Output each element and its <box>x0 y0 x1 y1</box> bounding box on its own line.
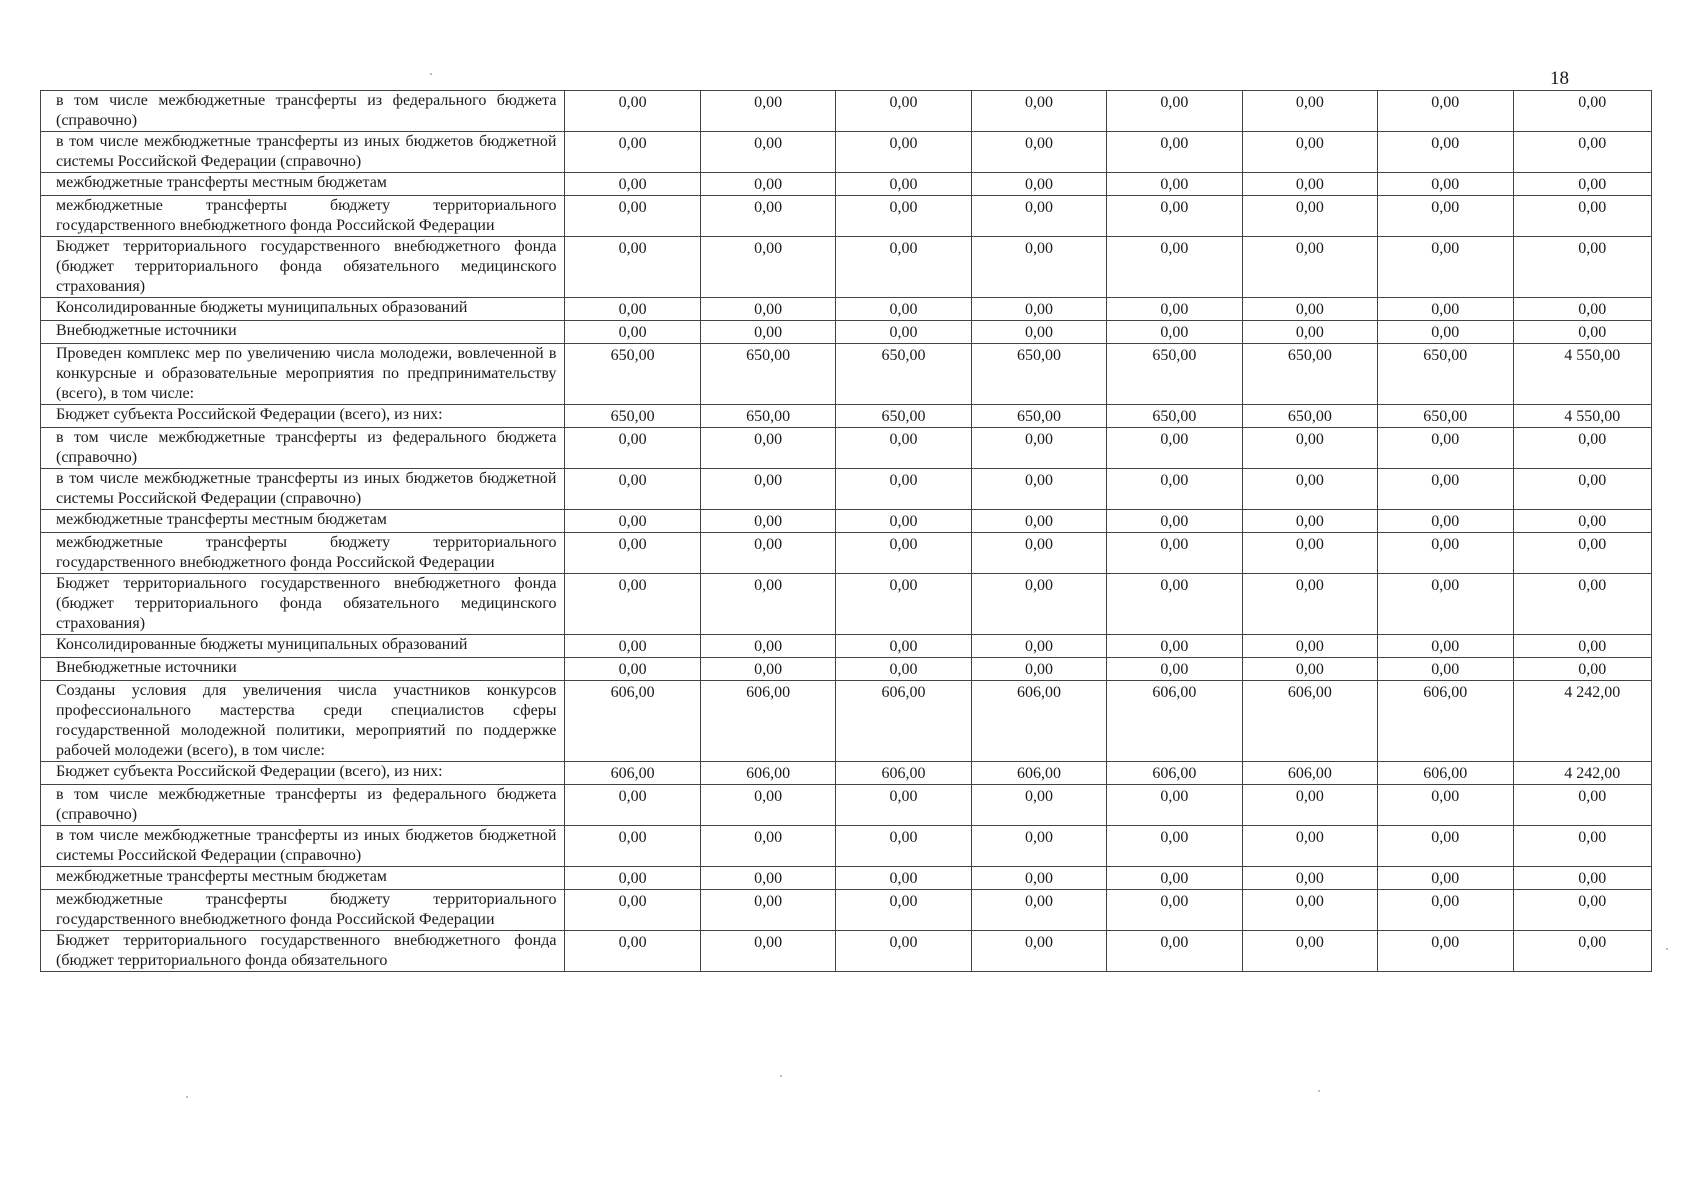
row-year-value: 0,00 <box>565 785 700 826</box>
row-year-value: 650,00 <box>700 344 835 405</box>
table-row <box>41 826 1652 867</box>
table-row <box>41 237 1652 298</box>
row-year-value: 0,00 <box>836 196 971 237</box>
row-year-value: 0,00 <box>1107 321 1242 344</box>
row-year-value: 0,00 <box>700 298 835 321</box>
row-year-value: 0,00 <box>565 298 700 321</box>
table-row <box>41 510 1652 533</box>
row-year-value: 0,00 <box>836 428 971 469</box>
row-year-value: 0,00 <box>565 428 700 469</box>
row-year-value: 0,00 <box>1242 469 1377 510</box>
row-label: в том числе межбюджетные трансферты из федерального бюджета (справочно) <box>41 428 565 469</box>
row-year-value: 0,00 <box>1378 321 1513 344</box>
row-year-value: 0,00 <box>700 635 835 658</box>
row-label: межбюджетные трансферты местным бюджетам <box>41 867 565 890</box>
row-total-value: 0,00 <box>1513 173 1652 196</box>
row-year-value: 0,00 <box>1107 469 1242 510</box>
row-year-value: 0,00 <box>836 635 971 658</box>
row-total-value: 0,00 <box>1513 658 1652 681</box>
row-year-value: 0,00 <box>565 321 700 344</box>
row-total-value: 0,00 <box>1513 132 1652 173</box>
table-row <box>41 762 1652 785</box>
scan-speck <box>186 1096 188 1098</box>
row-year-value: 0,00 <box>1242 533 1377 574</box>
table-row <box>41 635 1652 658</box>
row-year-value: 0,00 <box>1378 91 1513 132</box>
row-year-value: 606,00 <box>1242 681 1377 762</box>
row-year-value: 0,00 <box>700 196 835 237</box>
row-year-value: 0,00 <box>1378 298 1513 321</box>
scan-speck <box>780 1075 782 1077</box>
row-year-value: 0,00 <box>836 469 971 510</box>
row-label: в том числе межбюджетные трансферты из иных бюджетов бюджетной системы Российской Федерации (справочно) <box>41 132 565 173</box>
row-year-value: 0,00 <box>1242 867 1377 890</box>
row-label: межбюджетные трансферты бюджету территориального государственного внебюджетного фонда Российской Федерации <box>41 890 565 931</box>
row-year-value: 0,00 <box>1107 196 1242 237</box>
row-total-value: 0,00 <box>1513 428 1652 469</box>
row-total-value: 0,00 <box>1513 890 1652 931</box>
row-year-value: 0,00 <box>700 890 835 931</box>
row-year-value: 0,00 <box>700 321 835 344</box>
row-year-value: 0,00 <box>700 826 835 867</box>
row-year-value: 606,00 <box>1378 762 1513 785</box>
row-year-value: 0,00 <box>836 321 971 344</box>
row-label: межбюджетные трансферты местным бюджетам <box>41 173 565 196</box>
row-year-value: 0,00 <box>565 132 700 173</box>
row-label: межбюджетные трансферты бюджету территориального государственного внебюджетного фонда Российской Федерации <box>41 533 565 574</box>
row-year-value: 0,00 <box>1107 428 1242 469</box>
row-year-value: 0,00 <box>1378 574 1513 635</box>
row-total-value: 0,00 <box>1513 931 1652 972</box>
row-year-value: 0,00 <box>1242 890 1377 931</box>
scan-speck <box>1666 948 1668 950</box>
budget-table <box>40 90 1652 972</box>
table-row <box>41 321 1652 344</box>
row-year-value: 0,00 <box>971 931 1106 972</box>
row-year-value: 0,00 <box>971 867 1106 890</box>
row-year-value: 0,00 <box>565 237 700 298</box>
row-year-value: 0,00 <box>565 510 700 533</box>
row-year-value: 0,00 <box>971 533 1106 574</box>
row-year-value: 0,00 <box>1242 510 1377 533</box>
table-row <box>41 91 1652 132</box>
row-year-value: 0,00 <box>700 91 835 132</box>
row-year-value: 650,00 <box>1242 344 1377 405</box>
row-total-value: 4 550,00 <box>1513 344 1652 405</box>
row-year-value: 650,00 <box>971 405 1106 428</box>
table-row <box>41 533 1652 574</box>
row-label: межбюджетные трансферты бюджету территориального государственного внебюджетного фонда Российской Федерации <box>41 196 565 237</box>
row-total-value: 0,00 <box>1513 826 1652 867</box>
row-year-value: 650,00 <box>565 344 700 405</box>
scan-speck <box>1318 1090 1320 1092</box>
row-year-value: 0,00 <box>1107 867 1242 890</box>
row-year-value: 0,00 <box>565 533 700 574</box>
row-year-value: 0,00 <box>700 867 835 890</box>
row-year-value: 0,00 <box>1242 132 1377 173</box>
row-label: в том числе межбюджетные трансферты из федерального бюджета (справочно) <box>41 785 565 826</box>
row-year-value: 650,00 <box>1242 405 1377 428</box>
row-total-value: 4 550,00 <box>1513 405 1652 428</box>
row-year-value: 0,00 <box>971 635 1106 658</box>
row-year-value: 0,00 <box>565 867 700 890</box>
row-year-value: 0,00 <box>1107 785 1242 826</box>
row-year-value: 0,00 <box>971 428 1106 469</box>
row-year-value: 0,00 <box>1378 635 1513 658</box>
row-year-value: 0,00 <box>971 173 1106 196</box>
row-year-value: 0,00 <box>1107 510 1242 533</box>
row-year-value: 0,00 <box>565 196 700 237</box>
row-year-value: 0,00 <box>1107 237 1242 298</box>
row-year-value: 0,00 <box>1378 533 1513 574</box>
table-row <box>41 785 1652 826</box>
row-year-value: 0,00 <box>1242 173 1377 196</box>
row-year-value: 0,00 <box>700 574 835 635</box>
row-total-value: 4 242,00 <box>1513 681 1652 762</box>
row-year-value: 650,00 <box>1378 344 1513 405</box>
row-year-value: 0,00 <box>1378 510 1513 533</box>
row-year-value: 0,00 <box>836 237 971 298</box>
row-year-value: 0,00 <box>1378 826 1513 867</box>
row-total-value: 0,00 <box>1513 469 1652 510</box>
row-year-value: 0,00 <box>836 533 971 574</box>
row-year-value: 0,00 <box>1378 867 1513 890</box>
row-year-value: 0,00 <box>1107 890 1242 931</box>
row-label: Консолидированные бюджеты муниципальных образований <box>41 635 565 658</box>
row-total-value: 0,00 <box>1513 510 1652 533</box>
row-year-value: 0,00 <box>836 91 971 132</box>
row-year-value: 0,00 <box>1242 658 1377 681</box>
row-year-value: 0,00 <box>1242 635 1377 658</box>
table-row <box>41 405 1652 428</box>
row-total-value: 0,00 <box>1513 574 1652 635</box>
row-label: в том числе межбюджетные трансферты из иных бюджетов бюджетной системы Российской Федерации (справочно) <box>41 826 565 867</box>
table-row <box>41 196 1652 237</box>
table-row <box>41 574 1652 635</box>
row-year-value: 0,00 <box>565 635 700 658</box>
row-year-value: 0,00 <box>971 321 1106 344</box>
row-label: Бюджет субъекта Российской Федерации (всего), из них: <box>41 762 565 785</box>
row-year-value: 0,00 <box>565 890 700 931</box>
row-year-value: 0,00 <box>836 574 971 635</box>
row-year-value: 0,00 <box>836 867 971 890</box>
row-year-value: 0,00 <box>971 91 1106 132</box>
row-total-value: 0,00 <box>1513 237 1652 298</box>
page-number: 18 <box>1550 68 1569 89</box>
row-year-value: 0,00 <box>1378 890 1513 931</box>
table-body <box>41 91 1652 972</box>
row-year-value: 0,00 <box>1242 321 1377 344</box>
row-total-value: 0,00 <box>1513 321 1652 344</box>
row-year-value: 0,00 <box>971 658 1106 681</box>
row-year-value: 0,00 <box>1242 237 1377 298</box>
row-total-value: 0,00 <box>1513 533 1652 574</box>
row-year-value: 650,00 <box>836 405 971 428</box>
table-row <box>41 890 1652 931</box>
row-year-value: 0,00 <box>1378 428 1513 469</box>
row-year-value: 0,00 <box>836 298 971 321</box>
row-year-value: 0,00 <box>700 469 835 510</box>
row-year-value: 650,00 <box>1107 405 1242 428</box>
row-year-value: 0,00 <box>1242 428 1377 469</box>
row-year-value: 0,00 <box>1107 574 1242 635</box>
table-row <box>41 931 1652 972</box>
row-total-value: 0,00 <box>1513 298 1652 321</box>
row-year-value: 0,00 <box>1378 173 1513 196</box>
row-label: Бюджет территориального государственного внебюджетного фонда (бюджет территориального фонда обязательного медицинского страхования) <box>41 574 565 635</box>
row-label: Бюджет территориального государственного внебюджетного фонда (бюджет территориального фонда обязательного медицинского страхования) <box>41 237 565 298</box>
row-label: Бюджет субъекта Российской Федерации (всего), из них: <box>41 405 565 428</box>
row-year-value: 0,00 <box>1107 635 1242 658</box>
row-year-value: 606,00 <box>1242 762 1377 785</box>
row-year-value: 606,00 <box>836 681 971 762</box>
row-year-value: 0,00 <box>700 428 835 469</box>
row-year-value: 0,00 <box>565 469 700 510</box>
row-year-value: 0,00 <box>971 574 1106 635</box>
row-year-value: 0,00 <box>836 785 971 826</box>
row-year-value: 0,00 <box>565 173 700 196</box>
row-year-value: 0,00 <box>1107 826 1242 867</box>
row-year-value: 0,00 <box>1107 298 1242 321</box>
table-row <box>41 658 1652 681</box>
row-year-value: 0,00 <box>971 237 1106 298</box>
row-year-value: 0,00 <box>565 91 700 132</box>
row-year-value: 0,00 <box>836 510 971 533</box>
row-year-value: 0,00 <box>836 931 971 972</box>
row-year-value: 606,00 <box>1107 681 1242 762</box>
row-year-value: 0,00 <box>971 510 1106 533</box>
row-label: Внебюджетные источники <box>41 658 565 681</box>
row-year-value: 0,00 <box>565 658 700 681</box>
row-total-value: 0,00 <box>1513 785 1652 826</box>
row-year-value: 0,00 <box>971 298 1106 321</box>
row-label: Внебюджетные источники <box>41 321 565 344</box>
row-year-value: 0,00 <box>1107 931 1242 972</box>
row-year-value: 650,00 <box>836 344 971 405</box>
row-year-value: 0,00 <box>565 574 700 635</box>
row-label: Консолидированные бюджеты муниципальных образований <box>41 298 565 321</box>
table-row <box>41 298 1652 321</box>
row-year-value: 0,00 <box>1242 298 1377 321</box>
row-year-value: 0,00 <box>700 132 835 173</box>
row-year-value: 0,00 <box>1378 785 1513 826</box>
row-year-value: 650,00 <box>565 405 700 428</box>
row-year-value: 0,00 <box>836 658 971 681</box>
row-year-value: 0,00 <box>700 931 835 972</box>
row-year-value: 606,00 <box>971 681 1106 762</box>
row-year-value: 0,00 <box>1107 173 1242 196</box>
scan-speck <box>430 73 432 75</box>
row-total-value: 0,00 <box>1513 91 1652 132</box>
row-year-value: 0,00 <box>565 826 700 867</box>
row-year-value: 606,00 <box>836 762 971 785</box>
table-row <box>41 173 1652 196</box>
table-row <box>41 428 1652 469</box>
row-year-value: 0,00 <box>700 533 835 574</box>
row-year-value: 0,00 <box>1107 533 1242 574</box>
row-year-value: 0,00 <box>700 658 835 681</box>
row-year-value: 606,00 <box>1378 681 1513 762</box>
row-label: Проведен комплекс мер по увеличению числа молодежи, вовлеченной в конкурсные и образовательные мероприятия по предпринимательству (всего), в том числе: <box>41 344 565 405</box>
row-total-value: 4 242,00 <box>1513 762 1652 785</box>
row-year-value: 0,00 <box>836 826 971 867</box>
row-year-value: 606,00 <box>700 762 835 785</box>
row-label: межбюджетные трансферты местным бюджетам <box>41 510 565 533</box>
row-year-value: 0,00 <box>1378 196 1513 237</box>
row-year-value: 0,00 <box>971 890 1106 931</box>
row-year-value: 0,00 <box>1242 785 1377 826</box>
row-label: в том числе межбюджетные трансферты из иных бюджетов бюджетной системы Российской Федерации (справочно) <box>41 469 565 510</box>
row-year-value: 0,00 <box>700 510 835 533</box>
row-year-value: 0,00 <box>700 173 835 196</box>
row-year-value: 0,00 <box>971 196 1106 237</box>
row-year-value: 0,00 <box>700 785 835 826</box>
row-year-value: 606,00 <box>700 681 835 762</box>
row-year-value: 0,00 <box>1242 931 1377 972</box>
row-year-value: 0,00 <box>1107 658 1242 681</box>
table-row <box>41 681 1652 762</box>
row-total-value: 0,00 <box>1513 196 1652 237</box>
row-year-value: 0,00 <box>1378 931 1513 972</box>
row-year-value: 606,00 <box>971 762 1106 785</box>
row-year-value: 0,00 <box>971 826 1106 867</box>
table-row <box>41 132 1652 173</box>
row-label: в том числе межбюджетные трансферты из федерального бюджета (справочно) <box>41 91 565 132</box>
row-year-value: 0,00 <box>1378 469 1513 510</box>
row-year-value: 0,00 <box>836 173 971 196</box>
row-year-value: 0,00 <box>1378 237 1513 298</box>
row-year-value: 0,00 <box>565 931 700 972</box>
row-year-value: 0,00 <box>700 237 835 298</box>
row-year-value: 650,00 <box>971 344 1106 405</box>
row-total-value: 0,00 <box>1513 867 1652 890</box>
row-year-value: 0,00 <box>1242 574 1377 635</box>
row-year-value: 650,00 <box>1107 344 1242 405</box>
row-year-value: 606,00 <box>1107 762 1242 785</box>
row-year-value: 0,00 <box>836 890 971 931</box>
row-total-value: 0,00 <box>1513 635 1652 658</box>
row-year-value: 0,00 <box>1107 91 1242 132</box>
row-year-value: 650,00 <box>1378 405 1513 428</box>
row-year-value: 0,00 <box>1242 91 1377 132</box>
row-year-value: 0,00 <box>1378 132 1513 173</box>
table-row <box>41 867 1652 890</box>
row-year-value: 0,00 <box>1378 658 1513 681</box>
row-year-value: 0,00 <box>1107 132 1242 173</box>
row-year-value: 0,00 <box>1242 826 1377 867</box>
row-year-value: 650,00 <box>700 405 835 428</box>
row-year-value: 606,00 <box>565 681 700 762</box>
row-year-value: 0,00 <box>971 785 1106 826</box>
table-row <box>41 469 1652 510</box>
row-year-value: 606,00 <box>565 762 700 785</box>
row-year-value: 0,00 <box>836 132 971 173</box>
row-year-value: 0,00 <box>971 469 1106 510</box>
table-row <box>41 344 1652 405</box>
row-year-value: 0,00 <box>971 132 1106 173</box>
row-year-value: 0,00 <box>1242 196 1377 237</box>
row-label: Бюджет территориального государственного внебюджетного фонда (бюджет территориального фонда обязательного <box>41 931 565 972</box>
row-label: Созданы условия для увеличения числа участников конкурсов профессионального мастерства среди специалистов сферы государственной молодежной политики, мероприятий по поддержке рабочей молодежи (всего), в том числе: <box>41 681 565 762</box>
